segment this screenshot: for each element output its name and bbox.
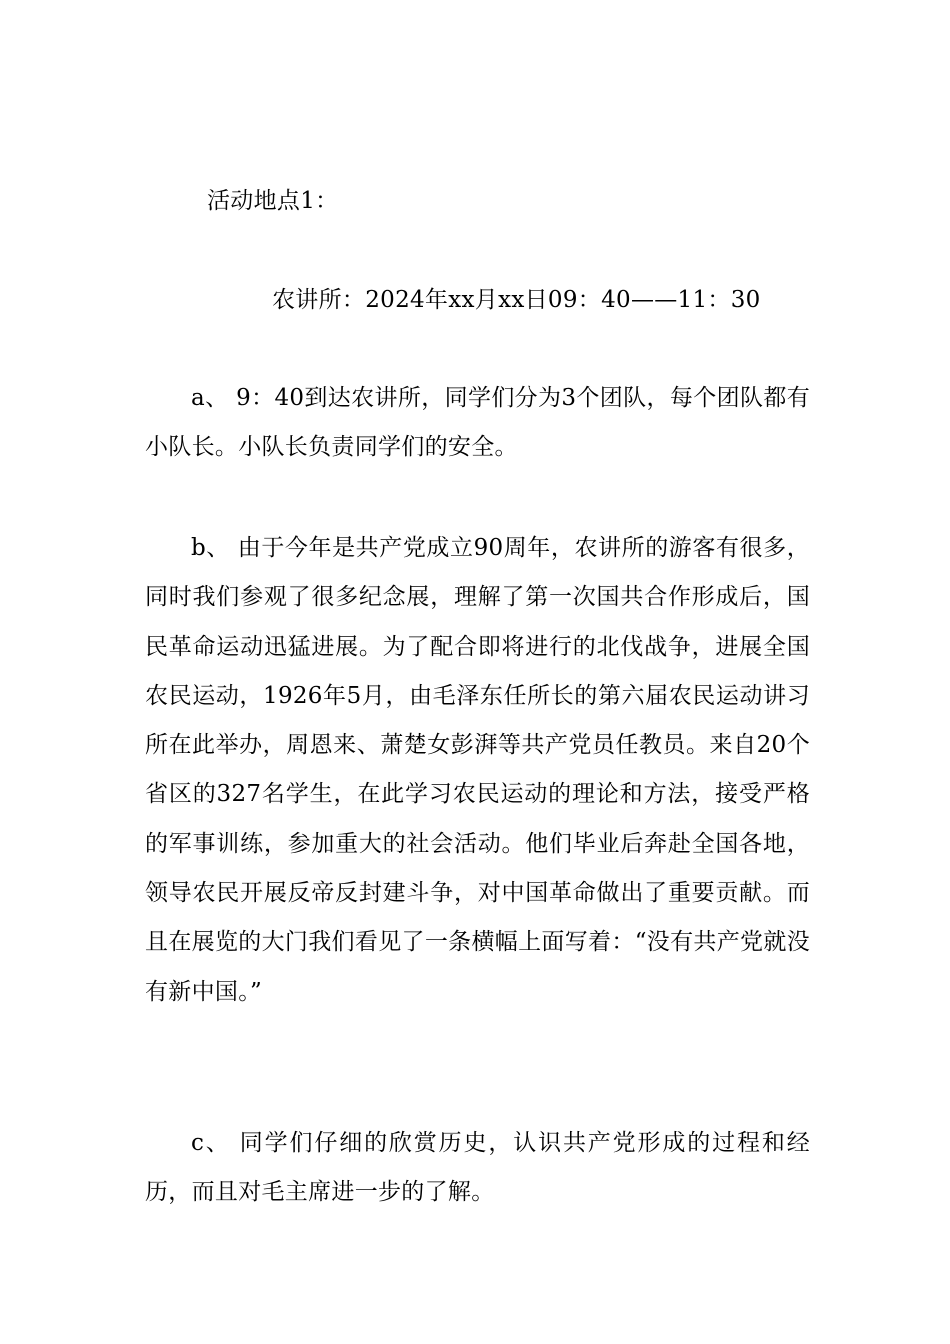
paragraph-c: c、 同学们仔细的欣赏历史，认识共产党形成的过程和经历，而且对毛主席进一步的了解。 xyxy=(145,1130,810,1206)
time-line: 农讲所：2024年xx月xx日09：40——11：30 xyxy=(272,287,761,313)
paragraph-b: b、 由于今年是共产党成立90周年，农讲所的游客有很多，同时我们参观了很多纪念展，理解了第一次国共合作形成后，国民革命运动迅猛进展。为了配合即将进行的北伐战争，进展全国农民运动，1926年5月，由毛泽东任所长的第六届农民运动讲习所在此举办，周恩来、萧楚女彭湃等共产党员任教员。来自20个省区的327名学生，在此学习农民运动的理论和方法，接受严格的军事训练，参加重大的社会活动。他们毕业后奔赴全国各地，领导农民开展反帝反封建斗争，对中国革命做出了重要贡献。而且在展览的大门我们看见了一条横幅上面写着：“没有共产党就没有新中国。” xyxy=(145,535,810,1005)
paragraph-a: a、 9：40到达农讲所，同学们分为3个团队，每个团队都有小队长。小队长负责同学们的安全。 xyxy=(145,385,810,461)
section-heading: 活动地点1： xyxy=(207,188,339,214)
